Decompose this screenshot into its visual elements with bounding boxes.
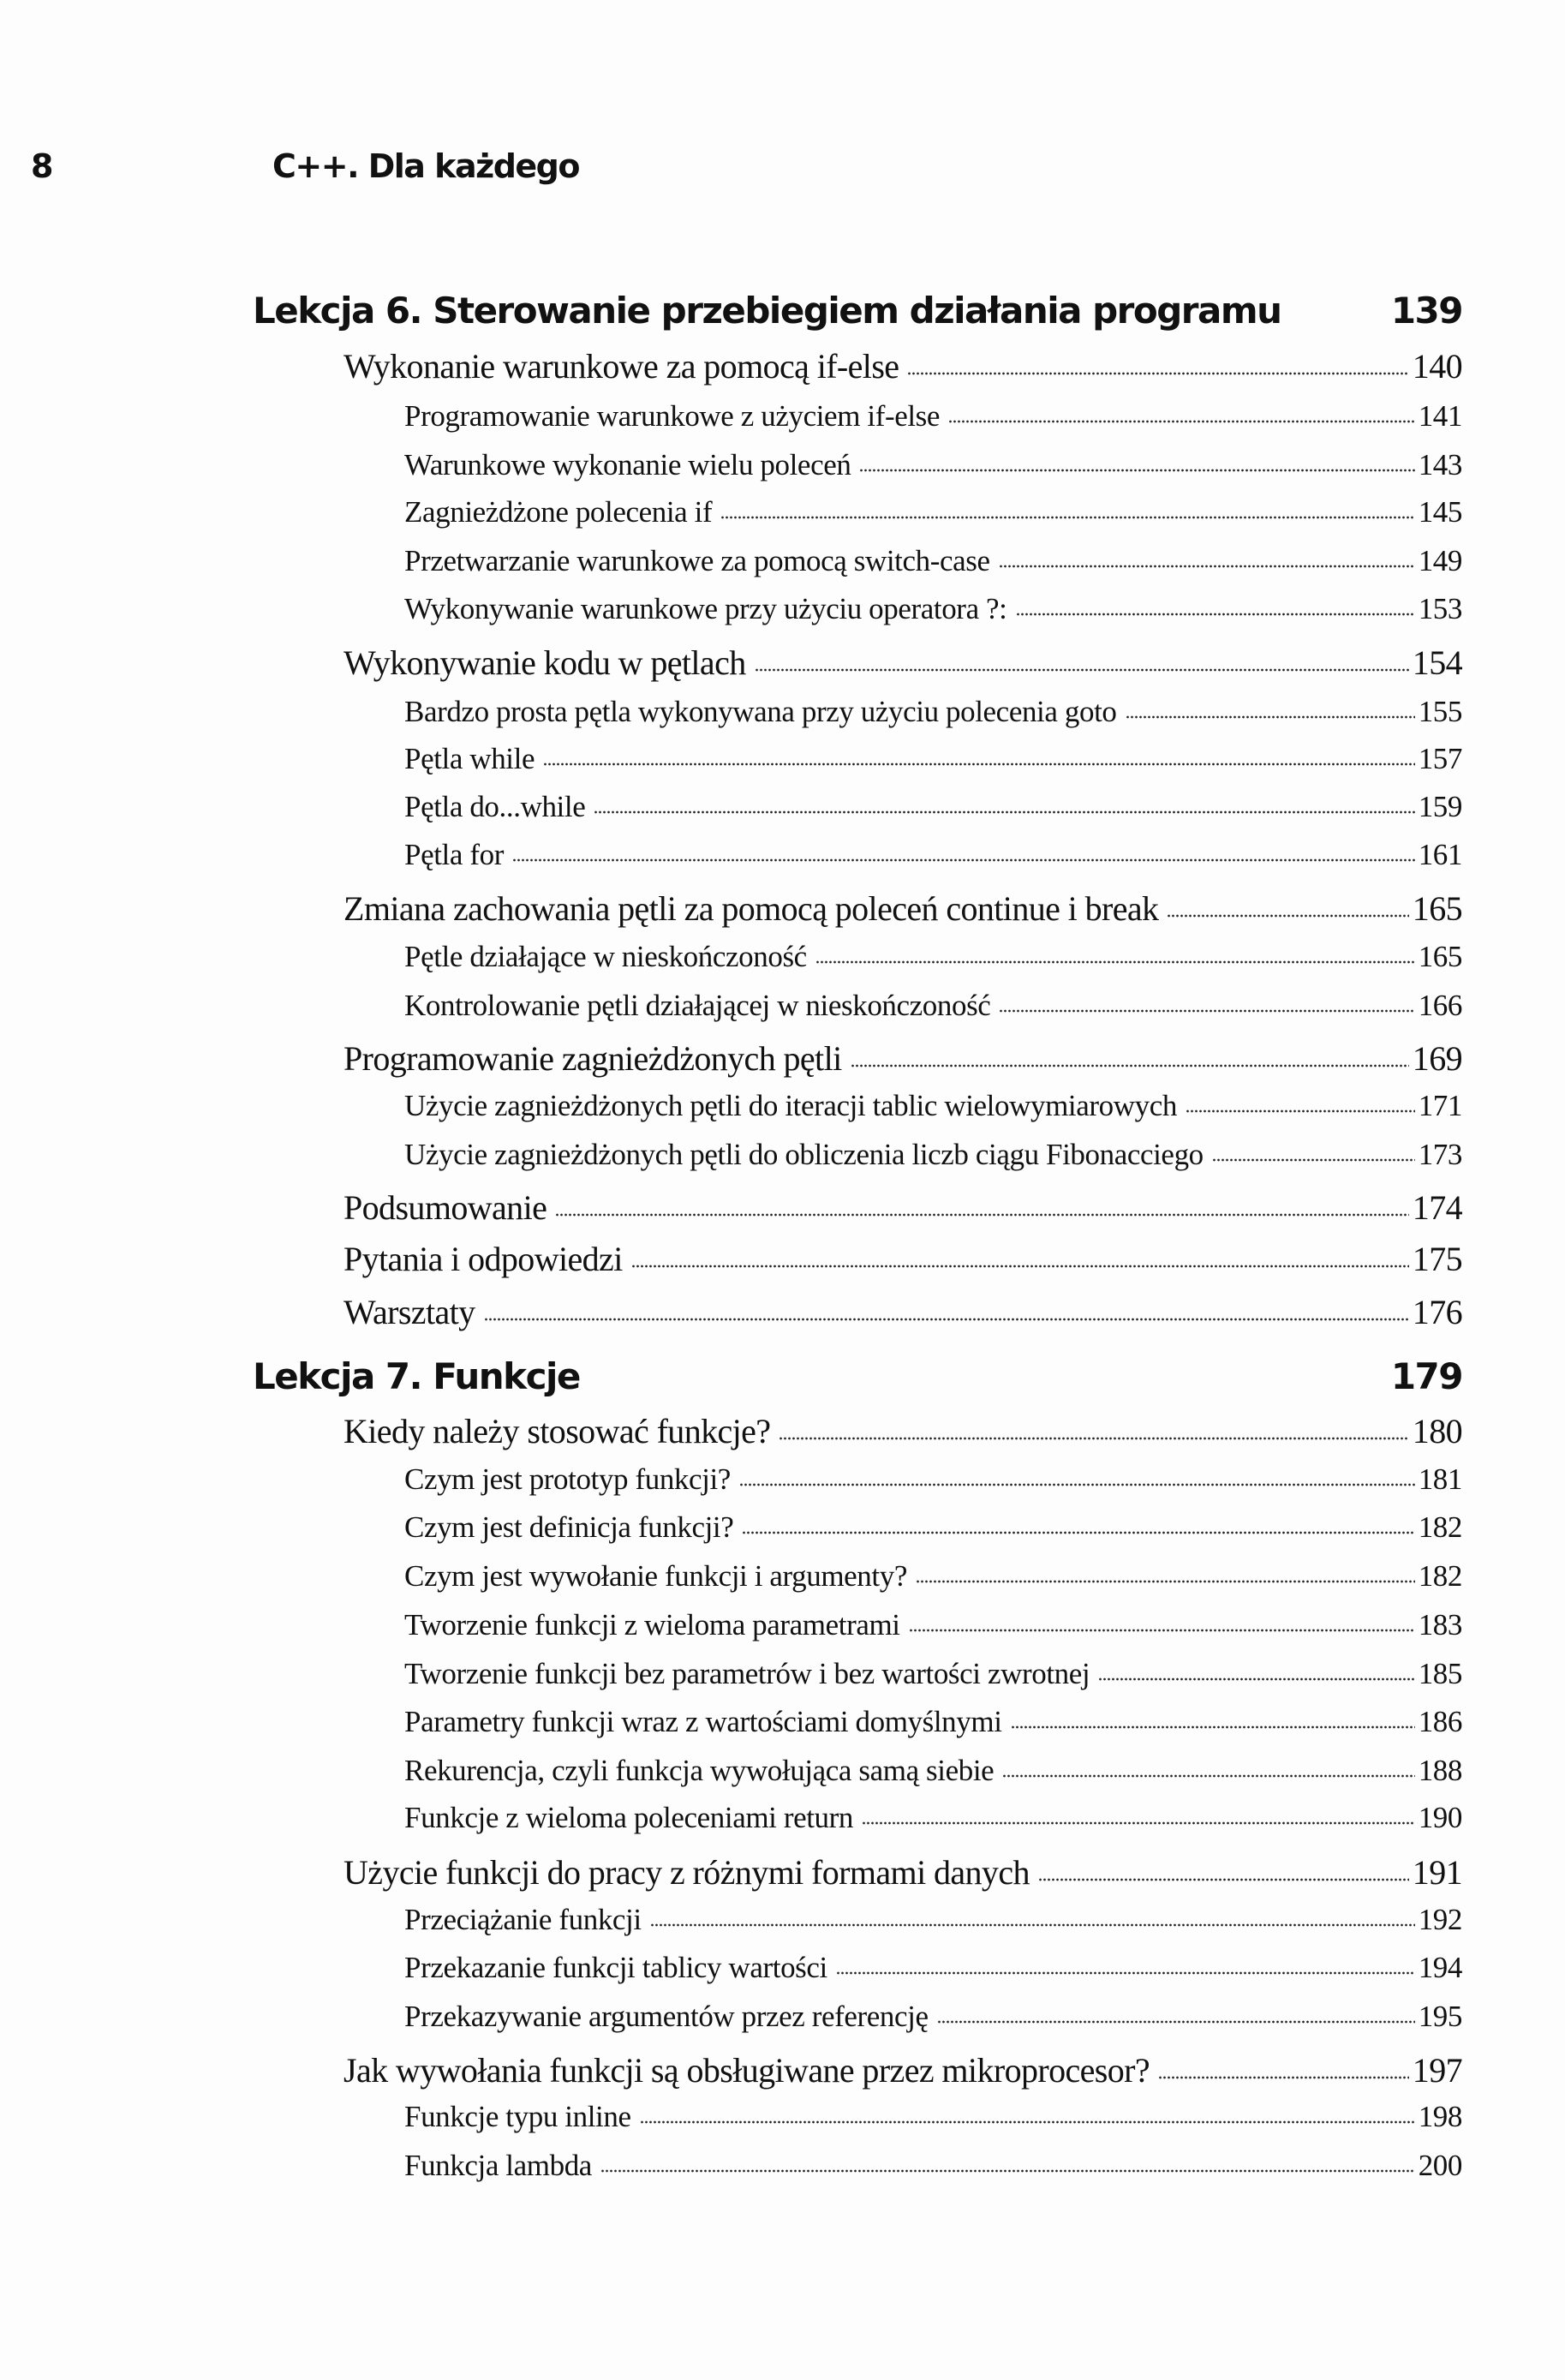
entry-title: Parametry funkcji wraz z wartościami domyślnymi: [404, 1705, 1002, 1738]
entry-title: Tworzenie funkcji bez parametrów i bez wartości zwrotnej: [404, 1657, 1090, 1690]
entry-page-number: 180: [1412, 1412, 1462, 1450]
entry-page-number: 192: [1418, 1903, 1462, 1936]
dot-leader: [755, 667, 1409, 673]
toc-subsection-entry: [404, 989, 1462, 1023]
toc-subsection-entry: [404, 1657, 1462, 1691]
dot-leader: [1167, 913, 1408, 918]
entry-title: Przekazanie funkcji tablicy wartości: [404, 1951, 827, 1984]
dot-leader: [742, 1530, 1414, 1535]
entry-page-number: 194: [1418, 1951, 1462, 1984]
entry-page-number: 143: [1418, 448, 1462, 481]
entry-title: Czym jest prototyp funkcji?: [404, 1462, 731, 1496]
entry-title: Rekurencja, czyli funkcja wywołująca samą siebie: [404, 1754, 995, 1787]
dot-leader: [907, 371, 1408, 376]
toc-section-entry: [343, 1852, 1462, 1893]
lesson-title: Lekcja 7. Funkcje: [253, 1355, 580, 1397]
dot-leader: [600, 2168, 1415, 2174]
entry-page-number: 140: [1412, 347, 1462, 386]
entry-title: Przetwarzanie warunkowe za pomocą switch-case: [404, 544, 990, 577]
dot-leader: [594, 810, 1414, 815]
dot-leader: [851, 1063, 1409, 1068]
dot-leader: [1016, 612, 1415, 617]
dot-leader: [859, 468, 1414, 473]
entry-title: Tworzenie funkcji z wieloma parametrami: [404, 1608, 900, 1641]
dot-leader: [999, 564, 1415, 569]
entry-title: Wykonywanie kodu w pętlach: [343, 643, 746, 682]
dot-leader: [1002, 1773, 1414, 1779]
toc-section-entry: [343, 1411, 1462, 1451]
toc-subsection-entry: [404, 1089, 1462, 1123]
toc-subsection-entry: [404, 2100, 1462, 2134]
entry-page-number: 188: [1418, 1754, 1462, 1787]
entry-page-number: 155: [1418, 695, 1462, 728]
entry-page-number: 141: [1418, 399, 1462, 433]
entry-title: Pętla while: [404, 742, 535, 775]
toc-section-entry: [343, 1239, 1462, 1279]
entry-title: Użycie zagnieżdżonych pętli do iteracji tablic wielowymiarowych: [404, 1089, 1177, 1122]
toc-subsection-entry: [404, 1462, 1462, 1497]
toc-subsection-entry: [404, 1510, 1462, 1545]
entry-page-number: 159: [1418, 790, 1462, 823]
entry-page-number: 165: [1418, 940, 1462, 973]
entry-page-number: 149: [1418, 544, 1462, 577]
entry-title: Użycie zagnieżdżonych pętli do obliczenia liczb ciągu Fibonacciego: [404, 1138, 1204, 1171]
toc-subsection-entry: [404, 1608, 1462, 1642]
lesson-title: Lekcja 6. Sterowanie przebiegiem działania programu: [253, 290, 1281, 332]
dot-leader: [999, 1008, 1414, 1014]
entry-title: Pętle działające w nieskończoność: [404, 940, 807, 973]
toc-subsection-entry: [404, 742, 1462, 776]
entry-page-number: 175: [1412, 1240, 1462, 1278]
toc-subsection-entry: [404, 2149, 1462, 2183]
entry-title: Pętla for: [404, 838, 504, 871]
entry-page-number: 153: [1418, 592, 1462, 625]
entry-title: Czym jest definicja funkcji?: [404, 1510, 734, 1544]
dot-leader: [1098, 1677, 1414, 1682]
entry-title: Programowanie warunkowe z użyciem if-else: [404, 399, 941, 433]
dot-leader: [1011, 1725, 1415, 1730]
toc-section-entry: [343, 2050, 1462, 2090]
entry-page-number: 182: [1418, 1510, 1462, 1544]
toc-lesson-heading: [253, 290, 1462, 332]
toc-subsection-entry: [404, 1754, 1462, 1788]
toc-subsection-entry: [404, 940, 1462, 974]
entry-page-number: 171: [1418, 1089, 1462, 1122]
toc-subsection-entry: [404, 1705, 1462, 1739]
dot-leader: [1186, 1109, 1415, 1114]
dot-leader: [640, 2120, 1415, 2125]
toc-section-entry: [343, 1292, 1462, 1332]
entry-page-number: 185: [1418, 1657, 1462, 1690]
entry-page-number: 157: [1418, 742, 1462, 775]
toc-section-entry: [343, 346, 1462, 386]
entry-title: Kontrolowanie pętli działającej w nieskończoność: [404, 989, 991, 1022]
dot-leader: [1158, 2075, 1409, 2080]
entry-page-number: 195: [1418, 2000, 1462, 2033]
entry-title: Przekazywanie argumentów przez referencję: [404, 2000, 929, 2033]
toc-subsection-entry: [404, 790, 1462, 824]
entry-title: Czym jest wywołanie funkcji i argumenty?: [404, 1559, 907, 1593]
entry-page-number: 174: [1412, 1188, 1462, 1227]
entry-page-number: 181: [1418, 1462, 1462, 1496]
entry-title: Pętla do...while: [404, 790, 586, 823]
entry-title: Wykonanie warunkowe za pomocą if-else: [343, 347, 899, 386]
entry-title: Podsumowanie: [343, 1188, 547, 1227]
entry-title: Zmiana zachowania pętli za pomocą poleceń continue i break: [343, 889, 1159, 928]
lesson-page-number: 139: [1390, 290, 1462, 332]
entry-title: Funkcja lambda: [404, 2149, 592, 2182]
entry-page-number: 161: [1418, 838, 1462, 871]
toc-section-entry: [343, 1038, 1462, 1079]
dot-leader: [484, 1317, 1409, 1322]
entry-title: Jak wywołania funkcji są obsługiwane przez mikroprocesor?: [343, 2051, 1150, 2090]
dot-leader: [916, 1579, 1415, 1584]
entry-title: Pytania i odpowiedzi: [343, 1240, 623, 1278]
dot-leader: [1126, 715, 1415, 720]
entry-title: Bardzo prosta pętla wykonywana przy użyciu polecenia goto: [404, 695, 1117, 728]
dot-leader: [739, 1482, 1415, 1487]
toc-section-entry: [343, 643, 1462, 683]
entry-page-number: 200: [1418, 2149, 1462, 2182]
entry-title: Przeciążanie funkcji: [404, 1903, 642, 1936]
dot-leader: [512, 858, 1415, 863]
dot-leader: [1038, 1877, 1409, 1882]
entry-page-number: 166: [1418, 989, 1462, 1022]
dot-leader: [909, 1628, 1415, 1633]
dot-leader: [1212, 1157, 1415, 1163]
toc-subsection-entry: [404, 495, 1462, 529]
entry-page-number: 173: [1418, 1138, 1462, 1171]
dot-leader: [543, 762, 1415, 767]
page-number: 8: [31, 147, 53, 185]
entry-page-number: 176: [1412, 1293, 1462, 1331]
entry-title: Funkcje typu inline: [404, 2100, 631, 2133]
toc-lesson-heading: [253, 1355, 1462, 1397]
dot-leader: [862, 1821, 1415, 1826]
running-head-book-title: C++. Dla każdego: [272, 147, 579, 185]
entry-title: Warunkowe wykonanie wielu poleceń: [404, 448, 851, 481]
lesson-page-number: 179: [1390, 1355, 1462, 1397]
entry-title: Funkcje z wieloma poleceniami return: [404, 1801, 854, 1834]
toc-subsection-entry: [404, 544, 1462, 578]
dot-leader: [720, 515, 1414, 520]
toc-subsection-entry: [404, 448, 1462, 482]
dot-leader: [948, 419, 1415, 424]
toc-subsection-entry: [404, 399, 1462, 434]
toc-subsection-entry: [404, 695, 1462, 729]
entry-title: Kiedy należy stosować funkcje?: [343, 1412, 771, 1450]
toc-subsection-entry: [404, 1559, 1462, 1594]
entry-title: Wykonywanie warunkowe przy użyciu operatora ?:: [404, 592, 1007, 625]
entry-title: Programowanie zagnieżdżonych pętli: [343, 1039, 842, 1078]
dot-leader: [779, 1436, 1408, 1441]
entry-page-number: 182: [1418, 1559, 1462, 1593]
dot-leader: [815, 960, 1415, 965]
entry-title: Użycie funkcji do pracy z różnymi formami danych: [343, 1853, 1030, 1892]
entry-page-number: 145: [1418, 495, 1462, 529]
toc-section-entry: [343, 888, 1462, 929]
toc-subsection-entry: [404, 2000, 1462, 2034]
dot-leader: [555, 1212, 1409, 1217]
dot-leader: [836, 1970, 1415, 1976]
entry-page-number: 169: [1412, 1039, 1462, 1078]
dot-leader: [631, 1264, 1409, 1269]
dot-leader: [650, 1923, 1415, 1928]
toc-subsection-entry: [404, 1138, 1462, 1172]
toc-subsection-entry: [404, 838, 1462, 872]
toc-section-entry: [343, 1187, 1462, 1228]
entry-page-number: 154: [1412, 643, 1462, 682]
toc-subsection-entry: [404, 592, 1462, 626]
entry-title: Warsztaty: [343, 1293, 475, 1331]
toc-subsection-entry: [404, 1951, 1462, 1985]
entry-page-number: 198: [1418, 2100, 1462, 2133]
entry-page-number: 197: [1412, 2051, 1462, 2090]
dot-leader: [937, 2019, 1415, 2024]
toc-subsection-entry: [404, 1801, 1462, 1835]
entry-title: Zagnieżdżone polecenia if: [404, 495, 713, 529]
entry-page-number: 191: [1412, 1853, 1462, 1892]
entry-page-number: 190: [1418, 1801, 1462, 1834]
entry-page-number: 165: [1412, 889, 1462, 928]
entry-page-number: 183: [1418, 1608, 1462, 1641]
toc-subsection-entry: [404, 1903, 1462, 1937]
entry-page-number: 186: [1418, 1705, 1462, 1738]
